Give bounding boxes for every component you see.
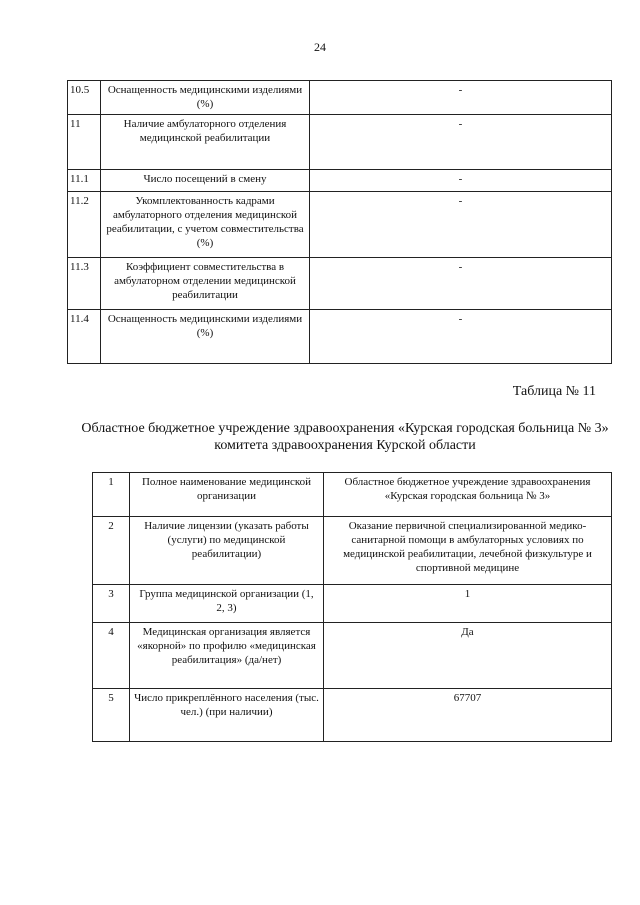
table-row	[93, 585, 612, 623]
row-number: 4	[93, 623, 130, 689]
row-number: 5	[93, 689, 130, 742]
row-value: Областное бюджетное учреждение здравоохранения «Курская городская больница № 3»	[324, 473, 612, 517]
row-number: 2	[93, 517, 130, 585]
row-number: 3	[93, 585, 130, 623]
row-label: Оснащенность медицинскими изделиями (%)	[101, 310, 310, 364]
row-value: Оказание первичной специализированной медико-санитарной помощи в амбулаторных условиях по медицинской реабилитации, лечебной физкультуре и спортивной медицине	[324, 517, 612, 585]
row-label: Число посещений в смену	[101, 170, 310, 192]
row-label: Наличие лицензии (указать работы (услуги) по медицинской реабилитации)	[130, 517, 324, 585]
organization-title: Областное бюджетное учреждение здравоохранения «Курская городская больница № 3» комитета здравоохранения Курской области	[81, 421, 609, 453]
row-value: 1	[324, 585, 612, 623]
row-number: 11.2	[68, 192, 101, 258]
row-value: -	[310, 192, 612, 258]
row-value: Да	[324, 623, 612, 689]
organization-table	[92, 472, 612, 742]
row-number: 11.1	[68, 170, 101, 192]
row-label: Медицинская организация является «якорной» по профилю «медицинская реабилитация» (да/нет)	[130, 623, 324, 689]
row-number: 10.5	[68, 81, 101, 115]
table-caption: Таблица № 11	[512, 384, 596, 399]
table-row	[93, 689, 612, 742]
row-value: -	[310, 170, 612, 192]
table-row	[68, 170, 612, 192]
row-value: -	[310, 115, 612, 170]
row-label: Группа медицинской организации (1, 2, 3)	[130, 585, 324, 623]
indicators-table	[67, 80, 612, 364]
table-row	[68, 310, 612, 364]
row-value: -	[310, 258, 612, 310]
table-row	[93, 473, 612, 517]
row-number: 11.4	[68, 310, 101, 364]
row-label: Полное наименование медицинской организации	[130, 473, 324, 517]
table-row	[68, 258, 612, 310]
row-number: 11.3	[68, 258, 101, 310]
row-label: Коэффициент совместительства в амбулаторном отделении медицинской реабилитации	[101, 258, 310, 310]
row-number: 11	[68, 115, 101, 170]
row-label: Оснащенность медицинскими изделиями (%)	[101, 81, 310, 115]
page-number: 24	[314, 40, 326, 54]
table-row	[93, 623, 612, 689]
row-value: 67707	[324, 689, 612, 742]
row-value: -	[310, 81, 612, 115]
table-row	[68, 81, 612, 115]
row-label: Число прикреплённого населения (тыс. чел.) (при наличии)	[130, 689, 324, 742]
table-row	[93, 517, 612, 585]
row-label: Наличие амбулаторного отделения медицинской реабилитации	[101, 115, 310, 170]
row-label: Укомплектованность кадрами амбулаторного отделения медицинской реабилитации, с учетом совместительства (%)	[101, 192, 310, 258]
table-row	[68, 115, 612, 170]
row-number: 1	[93, 473, 130, 517]
row-value: -	[310, 310, 612, 364]
table-row	[68, 192, 612, 258]
